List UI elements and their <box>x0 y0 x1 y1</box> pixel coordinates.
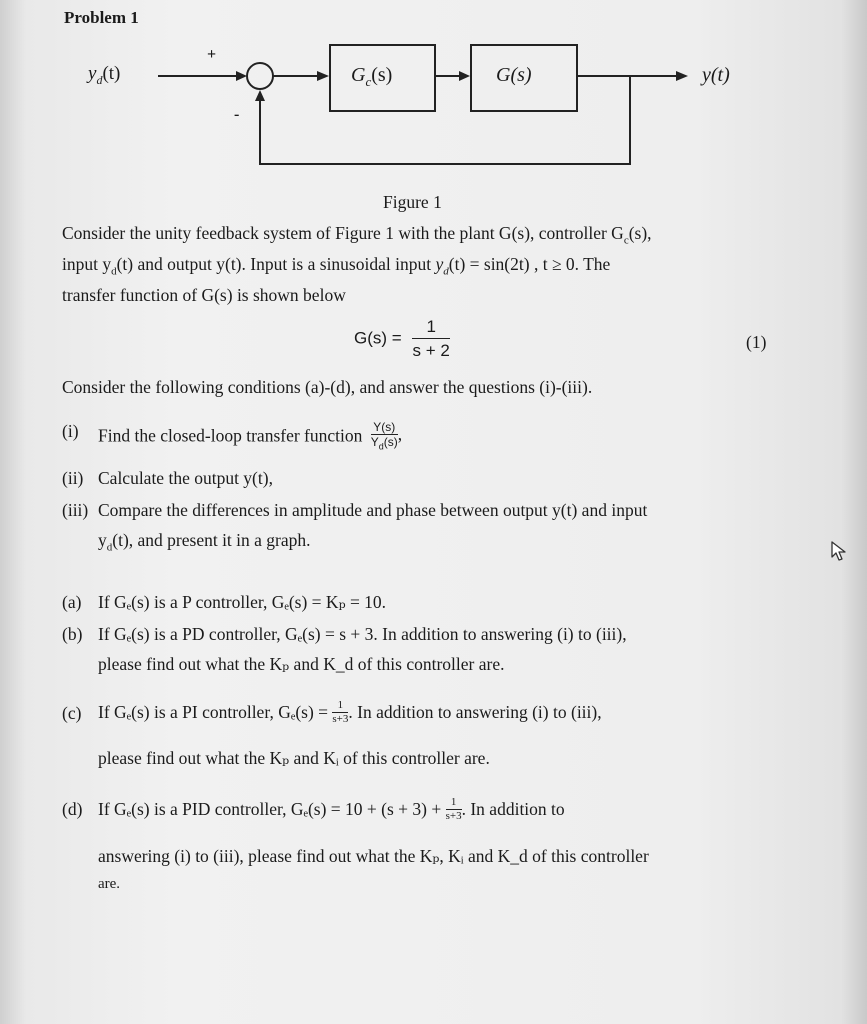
case-c-text: If Gₑ(s) is a PI controller, Gₑ(s) = $\frac{1}{s+3}$ . In addition to answering (i) to (iii), <box>98 699 602 725</box>
intro-line-1: Consider the unity feedback system of Figure 1 with the plant G(s), controller $G_c(s)$, <box>62 223 652 247</box>
case-b-text-cont: please find out what the Kₚ and K_d of this controller are. <box>98 654 505 674</box>
case-d-text: If Gₑ(s) is a PID controller, Gₑ(s) = 10 + (s + 3) + $\frac{1}{s+3}$ . In addition to <box>98 796 565 822</box>
question-iii-text: Compare the differences in amplitude and phase between output y(t) and input <box>98 500 648 520</box>
case-c-text-cont: please find out what the Kₚ and Kᵢ of this controller are. <box>98 748 490 768</box>
question-iii-label: (iii) <box>62 500 89 520</box>
question-i-label: (i) <box>62 421 79 441</box>
controller-arrowhead <box>317 71 329 81</box>
input-arrowhead <box>236 71 247 81</box>
case-b-label: (b) <box>62 624 83 644</box>
feedback-arrowhead <box>255 90 265 101</box>
intro-line-3: transfer function of G(s) is shown below <box>62 285 346 305</box>
plant-label: G(s) <box>496 64 532 86</box>
output-arrowhead <box>676 71 688 81</box>
figure-caption: Figure 1 <box>383 192 442 212</box>
question-iii-text-cont: $y_d(t)$, and present it in a graph. <box>98 530 311 554</box>
equation-number: (1) <box>746 332 767 352</box>
case-d-text-cont: answering (i) to (iii), please find out what the Kₚ, Kᵢ and K_d of this controller <box>98 846 649 866</box>
input-signal-label: $y_d(t)$ <box>88 63 121 87</box>
case-c-label: (c) <box>62 703 82 723</box>
question-i-text: Find the closed-loop transfer function $\frac{Y(s)}{Y_d(s)}$ , <box>98 420 403 452</box>
case-d-label: (d) <box>62 799 83 819</box>
output-signal-label: y(t) <box>702 64 730 86</box>
minus-sign: - <box>234 106 240 123</box>
intro-line-2: input $y_d(t)$ and output y(t). Input is a sinusoidal input $y_d(t) = \sin(2t)$ , t ≥ 0. The <box>62 254 611 278</box>
controller-label: $G_c(s)$ <box>351 64 393 89</box>
question-ii-text: Calculate the output y(t), <box>98 468 273 488</box>
plus-sign: + <box>207 46 217 63</box>
plant-arrowhead <box>459 71 470 81</box>
case-a-label: (a) <box>62 592 82 612</box>
conditions-text: Consider the following conditions (a)-(d), and answer the questions (i)-(iii). <box>62 377 593 397</box>
transfer-function-equation: G(s) = $\frac{1}{s + 2}$ <box>354 317 450 360</box>
question-ii-label: (ii) <box>62 468 84 488</box>
problem-title: Problem 1 <box>64 8 139 27</box>
case-b-text: If Gₑ(s) is a PD controller, Gₑ(s) = s + 3. In addition to answering (i) to (iii), <box>98 624 627 644</box>
case-a-text: If Gₑ(s) is a P controller, Gₑ(s) = Kₚ = 10. <box>98 592 387 612</box>
mouse-pointer-icon <box>829 540 849 562</box>
case-d-text-end: are. <box>98 876 121 892</box>
summing-junction <box>247 63 273 89</box>
